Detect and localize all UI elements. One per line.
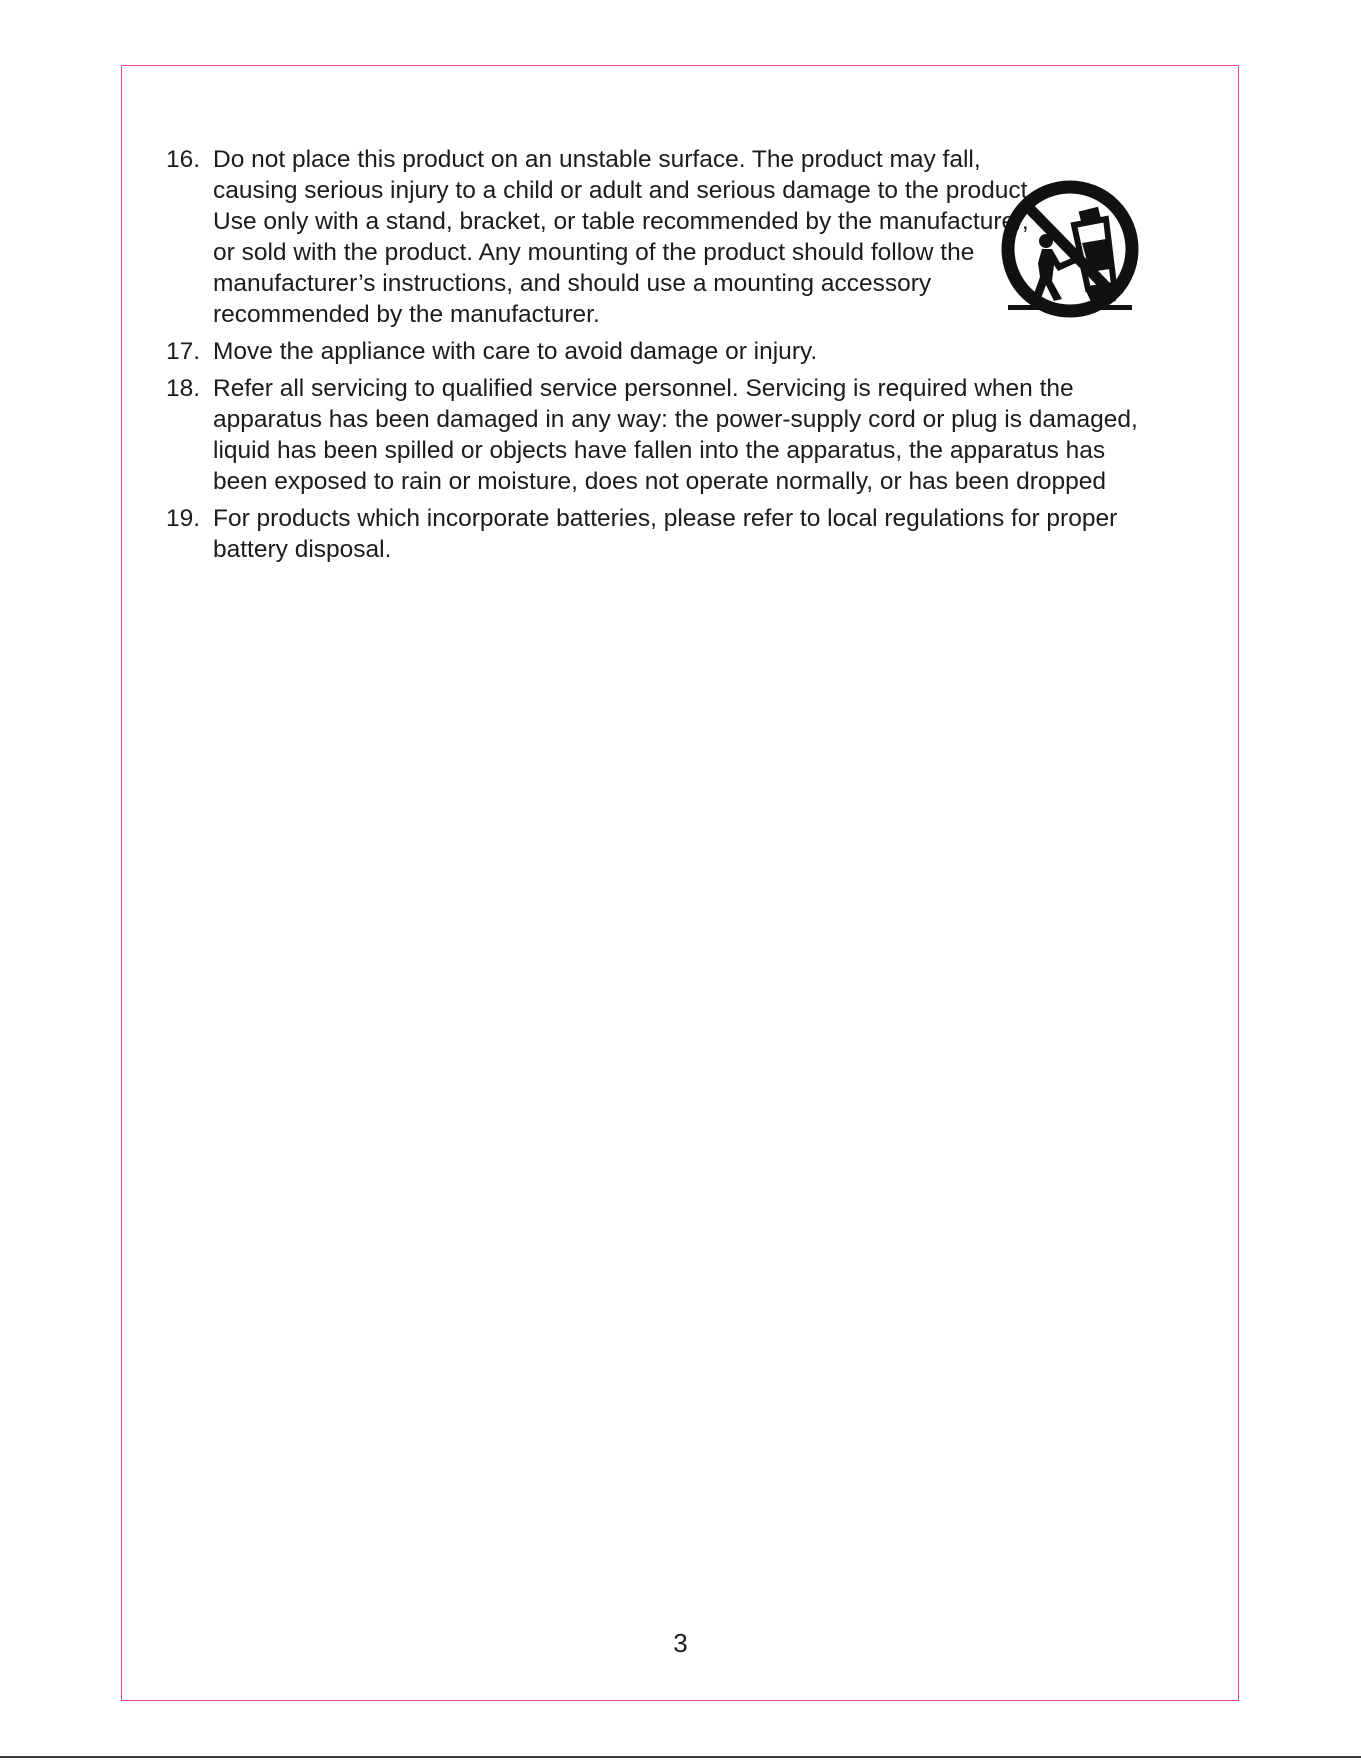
item-text: For products which incorporate batteries, please refer to local regulations for proper battery disposal. xyxy=(213,505,1118,563)
item-number: 16. xyxy=(166,146,201,173)
list-item xyxy=(166,373,1166,497)
item-number: 18. xyxy=(166,375,201,402)
cart-tip-over-warning-icon xyxy=(990,177,1150,322)
list-item xyxy=(166,503,1166,565)
item-text: Do not place this product on an unstable surface. The product may fall, causing serious injury to a child or adult and serious damage to the product. Use only with a stand, bracket, or table recommended by the manufacturer, or sold with the product. Any mounting of the product should follow the manufacturer’s instructions, and should use a mounting accessory recommended by the manufacturer. xyxy=(213,146,1035,328)
list-item xyxy=(166,336,1166,367)
item-number: 17. xyxy=(166,338,201,365)
item-number: 19. xyxy=(166,505,201,532)
bottom-scan-line xyxy=(0,1756,1361,1758)
item-text: Move the appliance with care to avoid damage or injury. xyxy=(213,338,818,365)
item-text: Refer all servicing to qualified service personnel. Servicing is required when the apparatus has been damaged in any way: the power-supply cord or plug is damaged, liquid has been spilled or objects have fallen into the apparatus, the apparatus has been exposed to rain or moisture, does not operate normally, or has been dropped xyxy=(213,375,1138,495)
page-number: 3 xyxy=(673,1628,688,1658)
